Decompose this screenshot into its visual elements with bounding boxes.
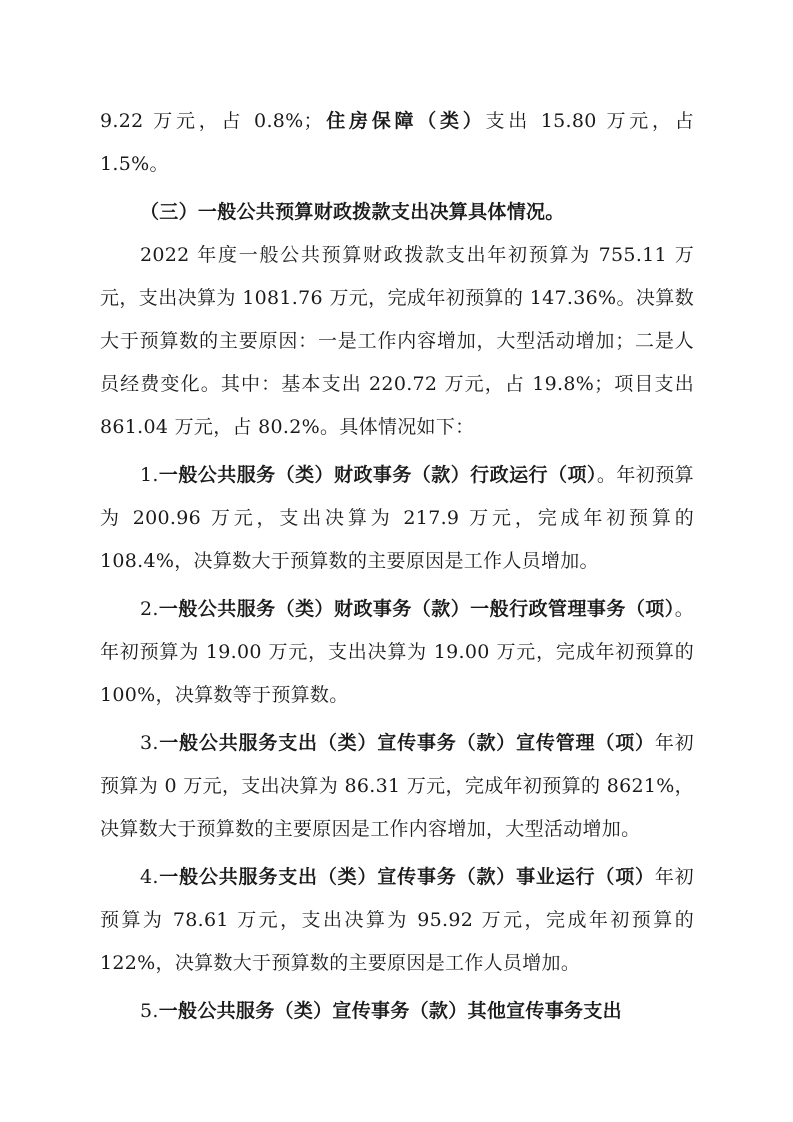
item-3-text: 年初预算为 0 万元，支出决算为 86.31 万元，完成年初预算的 8621%，决算数大于预算数的主要原因是工作内容增加，大型活动增加。 <box>100 732 694 840</box>
item-1-title: 一般公共服务（类）财政事务（款）行政运行（项） <box>158 464 597 486</box>
paragraph-budget-summary: 2022 年度一般公共预算财政拨款支出年初预算为 755.11 万元，支出决算为 1081.76 万元，完成年初预算的 147.36%。决算数大于预算数的主要原因：一是工作内容增加，大型活动增加；二是人员经费变化。其中：基本支出 220.72 万元，占 19.8%；项目支出 861.04 万元，占 80.2%。具体情况如下： <box>100 244 694 438</box>
section-heading-3: （三）一般公共预算财政拨款支出决算具体情况。 <box>140 201 565 223</box>
item-4-institution-operation <box>100 856 694 985</box>
item-2-general-admin <box>100 588 694 717</box>
item-1-admin-operation <box>100 454 694 583</box>
item-5-number: 5. <box>140 1000 159 1022</box>
housing-expense-text: 支出 15.80 万元，占 1.5%。 <box>100 110 694 175</box>
item-1-number: 1. <box>140 464 159 486</box>
item-3-title: 一般公共服务支出（类）宣传事务（款）宣传管理（项） <box>158 732 655 754</box>
item-2-title: 一般公共服务（类）财政事务（款）一般行政管理事务（项） <box>158 598 675 620</box>
item-3-number: 3. <box>140 732 159 754</box>
item-1-text: 。年初预算为 200.96 万元，支出决算为 217.9 万元，完成年初预算的 108.4%，决算数大于预算数的主要原因是工作人员增加。 <box>100 464 694 572</box>
housing-category-label: 住房保障（类） <box>322 110 486 132</box>
item-4-text: 年初预算为 78.61 万元，支出决算为 95.92 万元，完成年初预算的 122%，决算数大于预算数的主要原因是工作人员增加。 <box>100 866 694 974</box>
item-4-title: 一般公共服务支出（类）宣传事务（款）事业运行（项） <box>158 866 655 888</box>
paragraph-housing-expense <box>100 100 694 186</box>
housing-prefix-text: 9.22 万元，占 0.8%； <box>100 110 323 132</box>
item-5-title: 一般公共服务（类）宣传事务（款）其他宣传事务支出 <box>158 1000 622 1022</box>
item-4-number: 4. <box>140 866 159 888</box>
item-2-number: 2. <box>140 598 159 620</box>
item-5-other-publicity <box>100 990 694 1033</box>
document-body <box>100 100 694 1033</box>
item-2-text: 。年初预算为 19.00 万元，支出决算为 19.00 万元，完成年初预算的 100%，决算数等于预算数。 <box>100 598 694 706</box>
item-3-publicity-management <box>100 722 694 851</box>
